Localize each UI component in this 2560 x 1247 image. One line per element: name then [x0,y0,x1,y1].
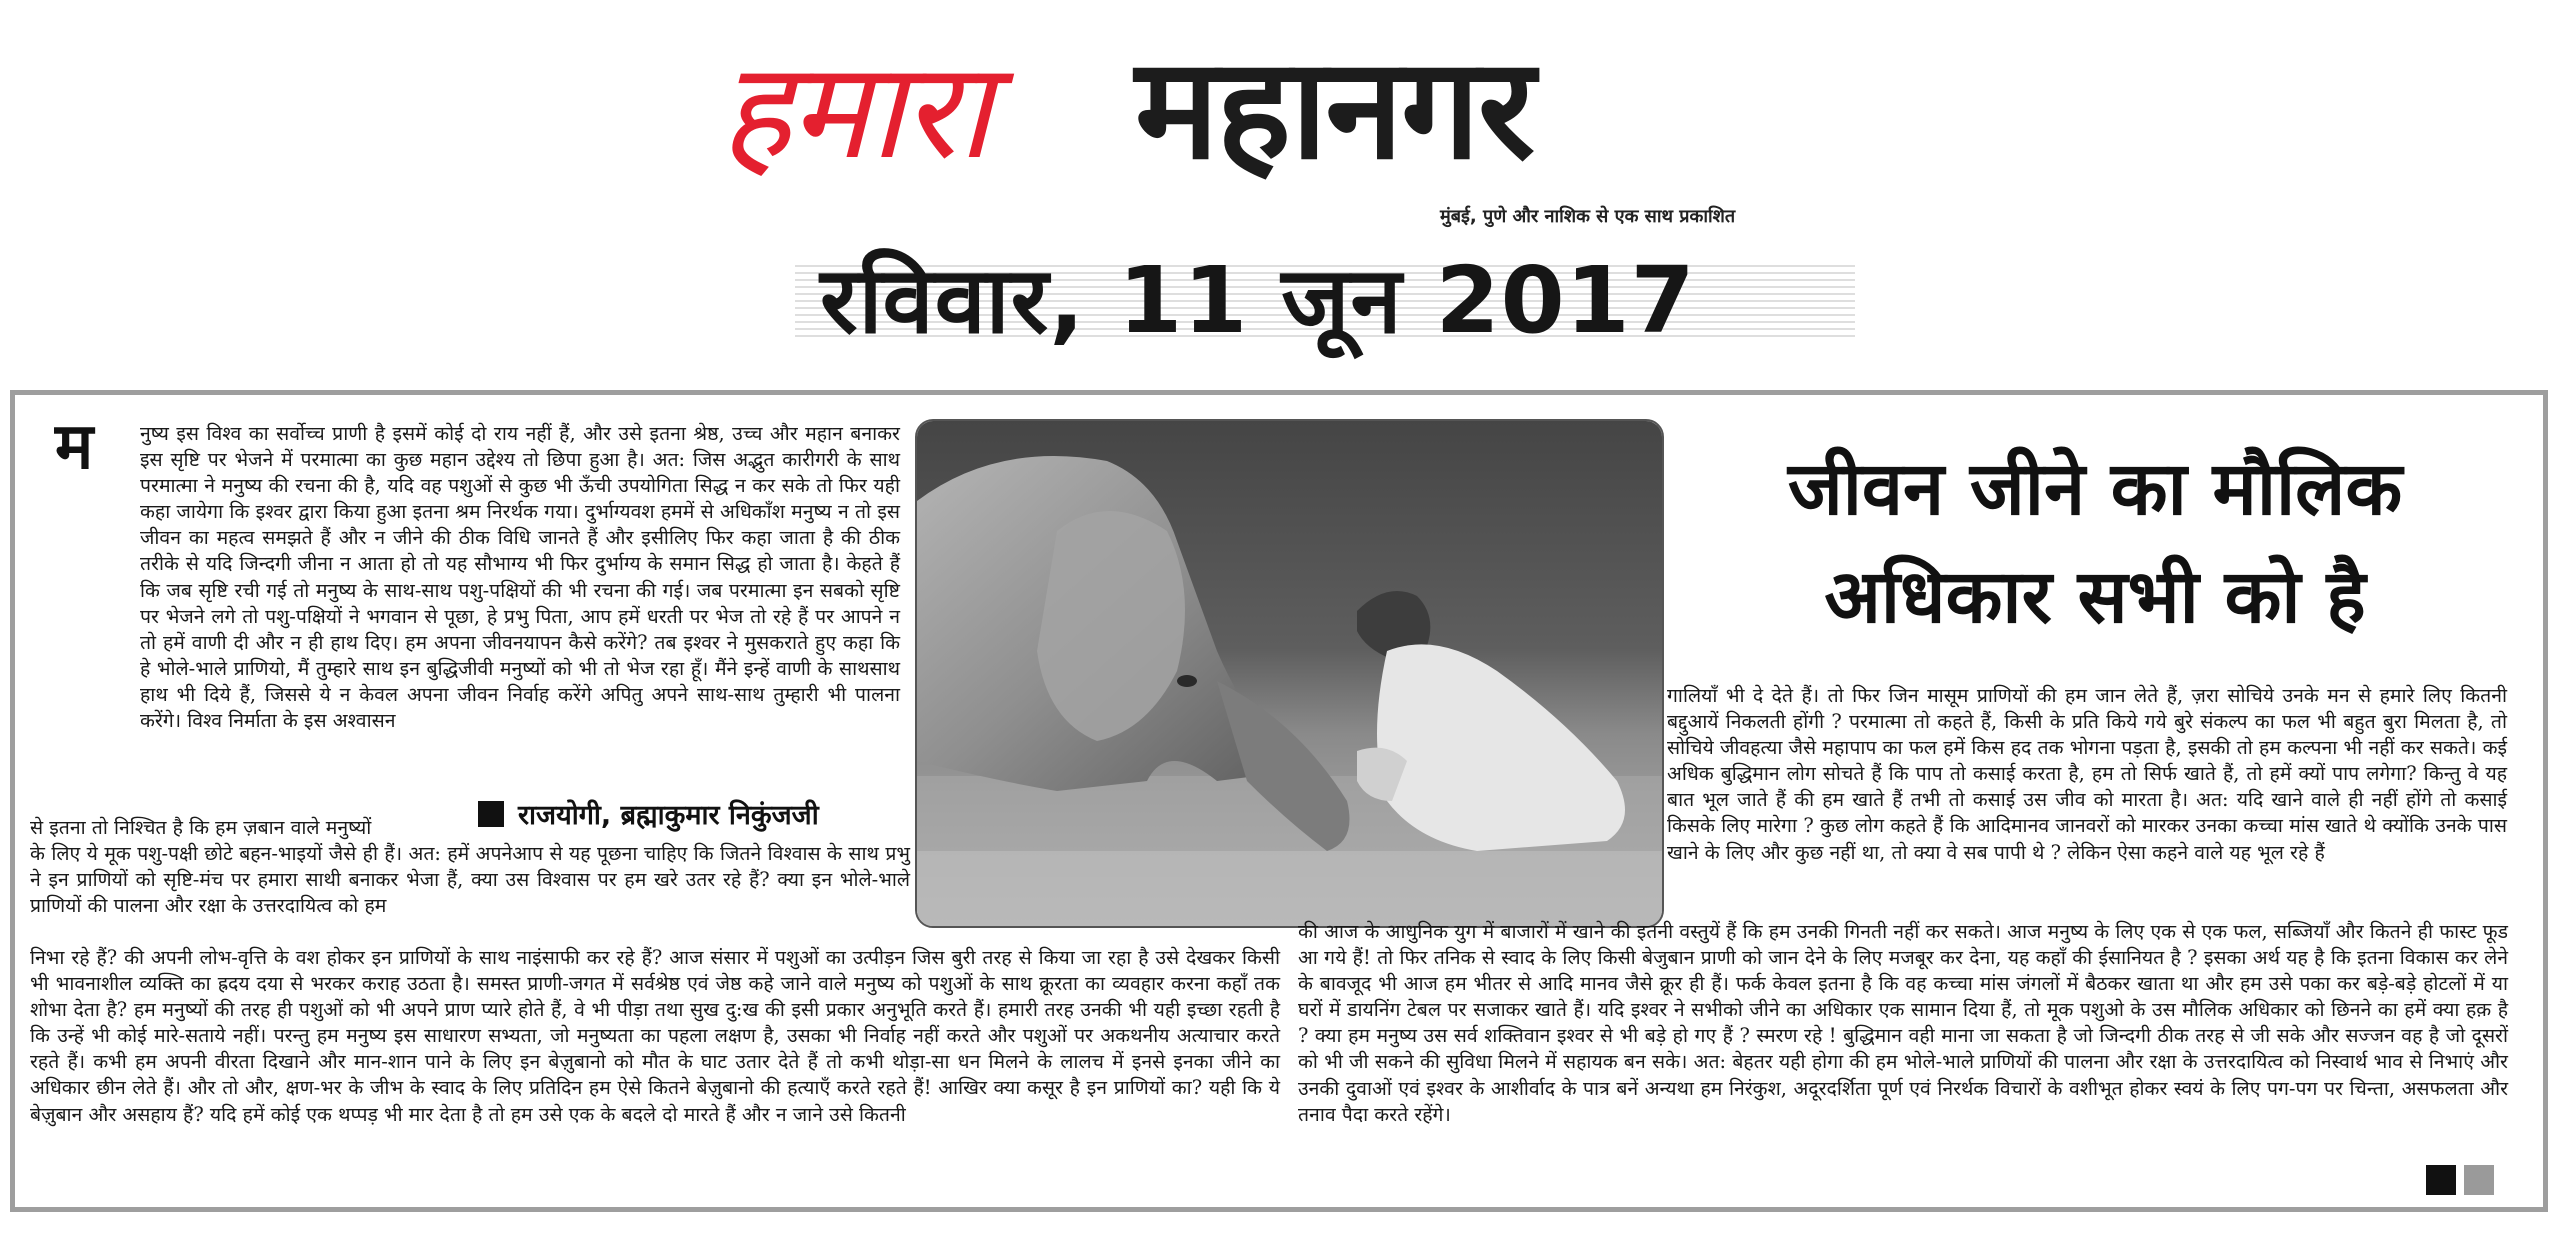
masthead [0,0,2560,385]
publication-date: रविवार, 11 जून 2017 [820,247,1696,354]
article-col1-mid1: से इतना तो निश्चित है कि हम ज़बान वाले मनुष्यों [30,816,372,839]
end-square-light-icon [2464,1165,2494,1195]
logo-mahanagar: महानगर [1135,28,1534,191]
drop-cap: म [55,409,94,484]
woman-elephant-photo [917,421,1662,926]
article [10,390,2548,1212]
article-col2-wide: की आज के आधुनिक युग में बाजारों में खाने की इतनी वस्तुयें हैं कि हम उनकी गिनती नहीं कर सकते। आज मनुष्य के लिए एक से एक फल, सब्जियाँ और कितने ही फास्ट फूड आ गये हैं! तो फिर तनिक से स्वाद के लिए किसी बेजुबान प्राणी को जान देने के लिए मजबूर कर देना, यह कहाँ की ईसानियत है ? इसका अर्थ यह है कि इतना विकास कर लेने के बावजूद भी आज हम भीतर से आदि मानव जैसे क्रूर ही हैं। फर्क केवल इतना है कि वह कच्चा मांस जंगलों में बैठकर खाता था और हम उसे पका कर बड़े-बड़े होटलों में या घरों में डायनिंग टेबल पर सजाकर खाते हैं। यदि इश्वर ने सभीको जीने का अधिकार एक सामान दिया हैं, तो मूक पशुओ के उस मौलिक अधिकार को छिनने का हमें क्या हक़ है ? क्या हम मनुष्य उस सर्व शक्तिवान इश्वर से भी बड़े हो गए हैं ? स्मरण रहे ! बुद्धिमान वही माना जा सकता है जो जिन्दगी ठीक तरह से जी सके और सज्जन वह है जो दूसरों को भी जी सकने की सुविधा मिलने में सहायक बन सके। अत: बेहतर यही होगा की हम भोले-भाले प्राणियों की पालना और रक्षा के उत्तरदायित्व को निस्वार्थ भाव से निभाएं और उनकी दुवाओं एवं इश्वर के आशीर्वाद के पात्र बनें अन्यथा हम निरंकुश, अदूरदर्शिता पूर्ण एवं निरर्थक विचारों के वशीभूत होकर स्वयं के लिए पग-पग पर चिन्ता, असफलता और तनाव पैदा करते रहेंगे। [1298,920,2508,1126]
headline-line1: जीवन जीने का मौलिक [1787,446,2403,532]
article-col1-top: नुष्य इस विश्व का सर्वोच्च प्राणी है इसमें कोई दो राय नहीं हैं, और उसे इतना श्रेष्ठ, उच्च और महान बनाकर इस सृष्टि पर भेजने में परमात्मा का कुछ महान उद्देश्य तो छिपा हुआ है। अत: जिस अद्भुत कारीगरी के साथ परमात्मा ने मनुष्य की रचना की है, यदि वह पशुओं से कुछ भी ऊँची उपयोगिता सिद्ध न कर सके तो फिर यही कहा जायेगा कि इश्वर द्वारा किया हुआ इतना श्रम निरर्थक गया। दुर्भाग्यवश हममें से अधिकाँश मनुष्य न तो इस जीवन का महत्व समझते हैं और न जीने की ठीक विधि जानते हैं और इसीलिए फिर कहा जाता है की ठीक तरीके से यदि जिन्दगी जीना न आता हो तो यह सौभाग्य भी फिर दुर्भाग्य के समान सिद्ध हो जाता है। केहते हैं कि जब सृष्टि रची गई तो मनुष्य के साथ-साथ पशु-पक्षियों की भी रचना की गई। जब परमात्मा इन सबको सृष्टि पर भेजने लगे तो पशु-पक्षियों ने भगवान से पूछा, हे प्रभु पिता, आप हमें धरती पर भेज तो रहे हैं पर आपने न तो हमें वाणी दी और न ही हाथ दिए। हम अपना जीवनयापन कैसे करेंगे? तब इश्वर ने मुसकराते हुए कहा कि हे भोले-भाले प्राणियो, मैं तुम्हारे साथ इन बुद्धिजीवी मनुष्यों को भी तो भेज रहा हूँ। मैंने इन्हें वाणी के साथसाथ हाथ भी दिये हैं, जिससे ये न केवल अपना जीवन निर्वाह करेंगे अपितु अपने साथ-साथ तुम्हारी भी पालना करेंगे। विश्व निर्माता के इस अश्वासन [140,422,900,733]
headline-line2: अधिकार सभी को है [1824,554,2366,640]
article-col2-right: गालियाँ भी दे देते हैं। तो फिर जिन मासूम प्राणियों की हम जान लेते हैं, ज़रा सोचिये उनके मन से हमारे लिए कितनी बद्दुआयें निकलती होंगी ? परमात्मा तो कहते हैं, किसी के प्रति किये गये बुरे संकल्प का फल भी बहुत बुरा मिलता है, तो सोचिये जीवहत्या जैसे महापाप का फल हमें किस हद तक भोगना पड़ता है, इसकी तो हम कल्पना भी नहीं कर सकते। कई अधिक बुद्धिमान लोग सोचते हैं कि पाप तो कसाई करता है, हम तो सिर्फ खाते हैं, तो हमें क्यों पाप लगेगा? किन्तु वे यह बात भूल जाते हैं की हम खाते हैं तभी तो कसाई उस जीव को मारता है। अत: यदि खाने वाले ही नहीं होंगे तो कसाई किसके लिए मारेगा ? कुछ लोग कहते हैं कि आदिमानव जानवरों को मारकर उनका कच्चा मांस खाते थे क्योंकि उनके पास खाने के लिए और कुछ नहीं था, तो क्या वे सब पापी थे ? लेकिन ऐसा कहने वाले यह भूल रहे हैं [1667,684,2507,864]
logo-hamara: हमारा [720,33,990,189]
byline [478,795,819,832]
byline-text: राजयोगी, ब्रह्माकुमार निकुंजजी [518,800,819,831]
article-col1-top-indent [140,421,900,734]
end-square-dark-icon [2426,1165,2456,1195]
masthead-tagline: मुंबई, पुणे और नाशिक से एक साथ प्रकाशित [1440,206,1736,227]
article-headline [1660,435,2530,651]
article-col1-bottom: निभा रहे हैं? की अपनी लोभ-वृत्ति के वश होकर इन प्राणियों के साथ नाइंसाफी कर रहे हैं? आज संसार में पशुओं का उत्पीड़न जिस बुरी तरह से किया जा रहा है उसे देखकर किसी भी भावनाशील व्यक्ति का ह्रदय दया से भरकर कराह उठता है। समस्त प्राणी-जगत में सर्वश्रेष्ठ एवं जेष्ठ कहे जाने वाले मनुष्य को पशुओं के साथ क्रूरता का व्यवहार करना कहाँ तक शोभा देता है? हम मनुष्यों की तरह ही पशुओं को भी अपने प्राण प्यारे होते हैं, वे भी पीड़ा तथा सुख दु:ख की इसी प्रकार अनुभूति करते हैं। हमारी तरह उनकी भी यही इच्छा रहती है कि उन्हें भी कोई मारे-सताये नहीं। परन्तु हम मनुष्य इस साधारण सभ्यता, जो मनुष्यता का पहला लक्षण है, उसका भी निर्वाह नहीं करते और पशुओं पर अकथनीय अत्याचार करते रहते हैं। कभी हम अपनी वीरता दिखाने और मान-शान पाने के लिए इन बेज़ुबानो को मौत के घाट उतार देते हैं तो कभी थोड़ा-सा धन मिलने के लालच में इनसे इनका जीने का अधिकार छीन लेते हैं। और तो और, क्षण-भर के जीभ के स्वाद के लिए प्रतिदिन हम ऐसे कितने बेज़ुबानो की हत्याएँ करते रहते हैं! आखिर क्या कसूर है इन प्राणियों का? यही कि ये बेज़ुबान और असहाय हैं? यदि हमें कोई एक थप्पड़ भी मार देता है तो हम उसे एक के बदले दो मारते हैं और न जाने उसे कितनी [30,946,1280,1126]
bullet-square-icon [478,801,504,827]
article-photo [915,419,1664,928]
article-col1-mid2: के लिए ये मूक पशु-पक्षी छोटे बहन-भाइयों जैसे ही हैं। अत: हमें अपनेआप से यह पूछना चाहिए कि जितने विश्वास के साथ प्रभु ने इन प्राणियों को सृष्टि-मंच पर हमारा साथी बनाकर भेजा हैं, क्या उस विश्वास पर हम खरे उतर रहे हैं? क्या इन भोले-भाले प्राणियों की पालना और रक्षा के उत्तरदायित्व को हम [30,842,910,918]
